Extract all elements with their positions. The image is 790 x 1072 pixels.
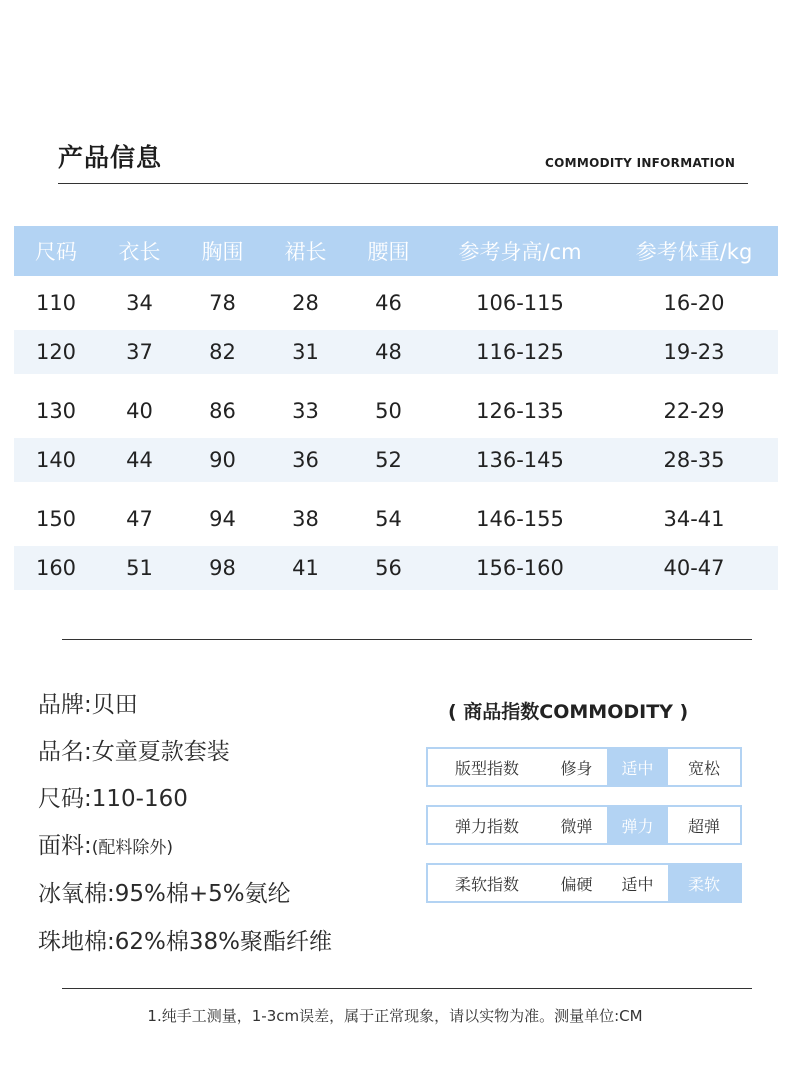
table-cell: 34 (126, 291, 153, 315)
table-cell: 94 (209, 507, 236, 531)
page-title: 产品信息 (58, 143, 163, 172)
softness-option-medium: 适中 (621, 874, 654, 894)
table-cell: 38 (292, 507, 319, 531)
stretch-option-stretch: 弹力 (607, 807, 668, 843)
table-row (14, 492, 778, 546)
size-table (14, 226, 778, 590)
table-cell: 82 (181, 330, 264, 374)
size-range-text: 尺码:110-160 (38, 786, 188, 812)
table-cell: 19-23 (610, 330, 778, 374)
row-spacer (14, 482, 778, 492)
table-cell: 56 (347, 546, 430, 590)
table-row (14, 438, 778, 482)
table-cell: 136-145 (430, 438, 610, 482)
stretch-option-slight: 微弹 (560, 816, 593, 836)
size-table-header (14, 226, 778, 276)
table-cell: 48 (347, 330, 430, 374)
table-cell: 50 (375, 399, 402, 423)
softness-option-stiff: 偏硬 (560, 874, 593, 894)
table-row (14, 276, 778, 330)
header-height: 参考身高/cm (430, 226, 610, 276)
softness-index-row (426, 863, 742, 903)
measurement-note: 1.纯手工测量，1-3cm误差，属于正常现象，请以实物为准。测量单位:CM (147, 1007, 643, 1025)
table-cell: 116-125 (430, 330, 610, 374)
fabric-line (38, 827, 173, 860)
commodity-index-title: ( 商品指数COMMODITY ) (448, 701, 689, 723)
table-cell: 78 (209, 291, 236, 315)
table-cell: 150 (35, 507, 77, 531)
stretch-index-label: 弹力指数 (454, 816, 519, 836)
table-cell: 156-160 (430, 546, 610, 590)
table-cell: 28 (292, 291, 319, 315)
table-cell: 110 (35, 291, 77, 315)
table-cell: 22-29 (663, 399, 725, 423)
table-row (14, 384, 778, 438)
table-cell: 106-115 (476, 291, 564, 315)
header-waist: 腰围 (347, 226, 430, 276)
table-cell: 47 (126, 507, 153, 531)
table-cell: 160 (14, 546, 98, 590)
table-cell: 36 (264, 438, 347, 482)
section-divider (62, 639, 752, 640)
table-cell: 40-47 (610, 546, 778, 590)
table-cell: 140 (14, 438, 98, 482)
product-name-text: 品名:女童夏款套装 (38, 739, 230, 765)
table-cell: 16-20 (663, 291, 725, 315)
fabric-note: (配料除外) (91, 838, 174, 858)
fit-index-row (426, 747, 742, 787)
table-cell: 51 (98, 546, 181, 590)
header-chest: 胸围 (181, 226, 264, 276)
header-weight: 参考体重/kg (610, 226, 778, 276)
header-size: 尺码 (14, 226, 98, 276)
page-subtitle: COMMODITY INFORMATION (545, 156, 736, 170)
softness-option-soft: 柔软 (668, 865, 740, 901)
row-spacer (14, 374, 778, 384)
table-cell: 90 (181, 438, 264, 482)
material-2-text: 珠地棉:62%棉38%聚酯纤维 (38, 929, 332, 955)
footer-divider (62, 988, 752, 989)
fit-option-regular: 适中 (607, 749, 668, 785)
table-cell: 33 (292, 399, 319, 423)
table-cell: 98 (181, 546, 264, 590)
table-cell: 46 (375, 291, 402, 315)
table-cell: 130 (35, 399, 77, 423)
header-length: 衣长 (98, 226, 181, 276)
table-cell: 28-35 (610, 438, 778, 482)
table-cell: 126-135 (476, 399, 564, 423)
table-row (14, 546, 778, 590)
table-cell: 146-155 (476, 507, 564, 531)
stretch-option-super: 超弹 (687, 816, 720, 836)
table-cell: 34-41 (663, 507, 725, 531)
table-cell: 52 (347, 438, 430, 482)
brand-text: 品牌:贝田 (38, 692, 138, 718)
table-cell: 120 (14, 330, 98, 374)
title-divider (58, 183, 748, 184)
table-cell: 54 (375, 507, 402, 531)
table-row (14, 330, 778, 374)
table-cell: 41 (264, 546, 347, 590)
stretch-index-row (426, 805, 742, 845)
material-1-text: 冰氧棉:95%棉+5%氨纶 (38, 881, 291, 907)
table-cell: 40 (126, 399, 153, 423)
header-skirt-length: 裙长 (264, 226, 347, 276)
table-cell: 86 (209, 399, 236, 423)
table-cell: 31 (264, 330, 347, 374)
softness-index-label: 柔软指数 (454, 874, 519, 894)
fabric-label: 面料: (38, 833, 92, 859)
fit-option-slim: 修身 (560, 758, 593, 778)
fit-option-loose: 宽松 (687, 758, 720, 778)
table-cell: 37 (98, 330, 181, 374)
fit-index-label: 版型指数 (454, 758, 519, 778)
table-cell: 44 (98, 438, 181, 482)
